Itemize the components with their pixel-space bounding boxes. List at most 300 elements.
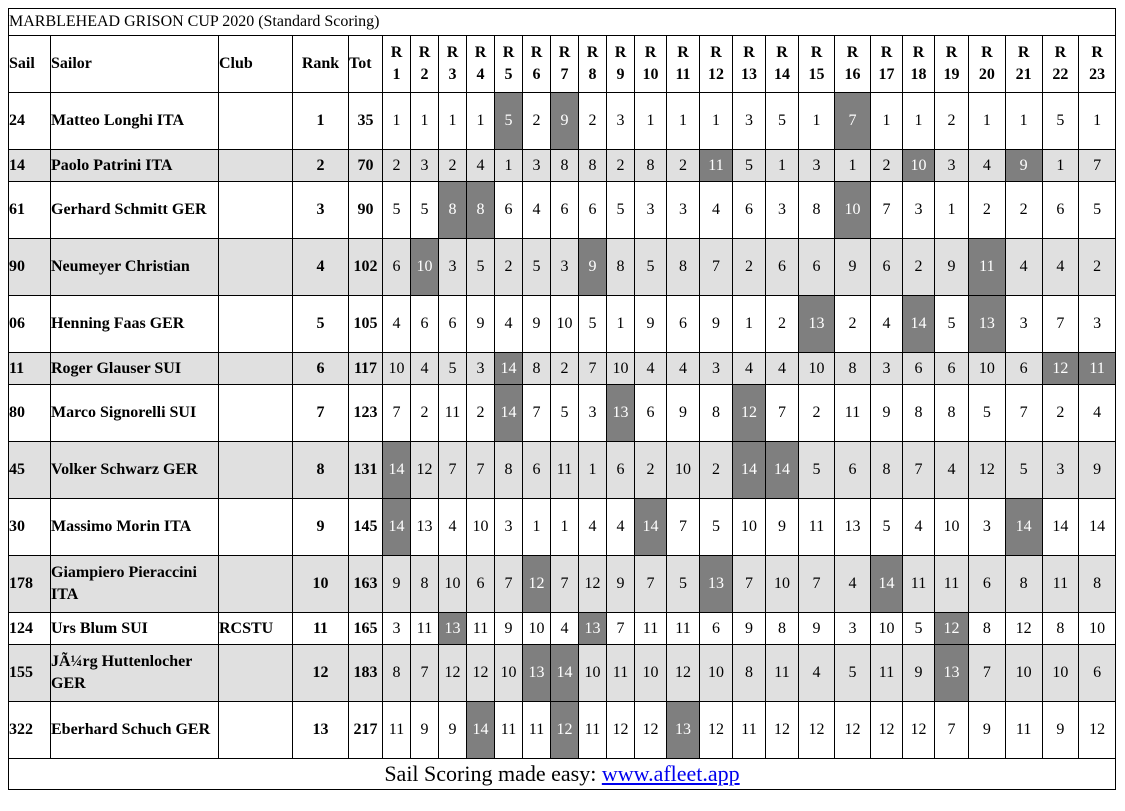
- race-score: 5: [935, 296, 969, 353]
- race-prefix: R: [1054, 44, 1067, 61]
- race-score: 1: [467, 93, 495, 150]
- sail-number: 322: [9, 702, 51, 759]
- race-score: 10: [467, 499, 495, 556]
- race-score: 1: [1042, 150, 1079, 182]
- race-score: 3: [969, 499, 1006, 556]
- race-score: 4: [969, 150, 1006, 182]
- race-score: 10: [551, 296, 579, 353]
- race-score: 7: [667, 499, 700, 556]
- table-row: [9, 556, 1116, 613]
- race-score: 1: [383, 93, 411, 150]
- rank: 10: [293, 556, 349, 613]
- race-score: 12: [439, 645, 467, 702]
- discarded-race-score: 13: [799, 296, 835, 353]
- race-score: 8: [1042, 613, 1079, 645]
- race-score: 2: [700, 442, 733, 499]
- race-score: 12: [1005, 613, 1042, 645]
- race-score: 4: [766, 353, 799, 385]
- table-row: [9, 239, 1116, 296]
- race-score: 6: [551, 182, 579, 239]
- club: [219, 385, 293, 442]
- race-score: 7: [495, 556, 523, 613]
- race-score: 5: [733, 150, 766, 182]
- race-score: 1: [667, 93, 700, 150]
- race-score: 10: [607, 353, 635, 385]
- race-score: 1: [635, 93, 667, 150]
- race-score: 8: [495, 442, 523, 499]
- race-score: 10: [1042, 645, 1079, 702]
- total: 183: [349, 645, 383, 702]
- race-score: 12: [607, 702, 635, 759]
- race-score: 2: [1042, 385, 1079, 442]
- discarded-race-score: 5: [495, 93, 523, 150]
- race-score: 12: [871, 702, 903, 759]
- race-score: 6: [835, 442, 871, 499]
- race-score: 1: [495, 150, 523, 182]
- race-score: 2: [871, 150, 903, 182]
- race-score: 9: [411, 702, 439, 759]
- race-prefix: R: [743, 44, 755, 61]
- race-score: 10: [1005, 645, 1042, 702]
- race-score: 3: [799, 150, 835, 182]
- race-score: 4: [383, 296, 411, 353]
- race-score: 9: [467, 296, 495, 353]
- race-prefix: R: [1091, 44, 1103, 61]
- race-score: 9: [1042, 702, 1079, 759]
- table-row: [9, 353, 1116, 385]
- race-score: 2: [439, 150, 467, 182]
- header-sailor: Sailor: [51, 36, 219, 93]
- race-score: 3: [523, 150, 551, 182]
- race-prefix: R: [474, 44, 487, 61]
- race-score: 5: [903, 613, 935, 645]
- race-score: 2: [495, 239, 523, 296]
- race-score: 11: [1042, 556, 1079, 613]
- header-race-12: [700, 36, 733, 93]
- header-race-4: [467, 36, 495, 93]
- race-score: 9: [935, 239, 969, 296]
- race-prefix: R: [677, 44, 689, 61]
- race-score: 10: [871, 613, 903, 645]
- race-score: 4: [635, 353, 667, 385]
- discarded-race-score: 13: [607, 385, 635, 442]
- discarded-race-score: 12: [1042, 353, 1079, 385]
- race-score: 4: [700, 182, 733, 239]
- race-score: 7: [766, 385, 799, 442]
- sail-number: 61: [9, 182, 51, 239]
- sail-number: 80: [9, 385, 51, 442]
- race-number: 8: [588, 66, 597, 83]
- race-score: 3: [871, 353, 903, 385]
- race-score: 4: [495, 296, 523, 353]
- rank: 6: [293, 353, 349, 385]
- race-score: 11: [1005, 702, 1042, 759]
- race-score: 6: [495, 182, 523, 239]
- race-number: 1: [392, 66, 401, 83]
- race-score: 10: [733, 499, 766, 556]
- club: [219, 645, 293, 702]
- rank: 4: [293, 239, 349, 296]
- race-score: 4: [733, 353, 766, 385]
- header-race-2: [411, 36, 439, 93]
- race-score: 7: [700, 239, 733, 296]
- header-race-23: [1079, 36, 1116, 93]
- race-score: 7: [383, 385, 411, 442]
- race-score: 11: [799, 499, 835, 556]
- total: 90: [349, 182, 383, 239]
- race-score: 4: [835, 556, 871, 613]
- race-prefix: R: [502, 44, 515, 61]
- race-score: 10: [969, 353, 1006, 385]
- discarded-race-score: 11: [1079, 353, 1116, 385]
- race-score: 11: [495, 702, 523, 759]
- race-score: 11: [523, 702, 551, 759]
- race-score: 7: [1005, 385, 1042, 442]
- race-score: 2: [551, 353, 579, 385]
- race-prefix: R: [446, 44, 459, 61]
- race-number: 20: [978, 66, 995, 83]
- race-score: 5: [551, 385, 579, 442]
- discarded-race-score: 14: [871, 556, 903, 613]
- race-score: 7: [733, 556, 766, 613]
- rank: 13: [293, 702, 349, 759]
- sailor-name: Gerhard Schmitt GER: [51, 182, 219, 239]
- header-race-19: [935, 36, 969, 93]
- race-score: 4: [1005, 239, 1042, 296]
- discarded-race-score: 9: [1005, 150, 1042, 182]
- race-score: 8: [1005, 556, 1042, 613]
- race-score: 1: [607, 296, 635, 353]
- race-score: 4: [467, 150, 495, 182]
- race-score: 7: [635, 556, 667, 613]
- race-score: 5: [635, 239, 667, 296]
- discarded-race-score: 14: [495, 385, 523, 442]
- race-score: 6: [439, 296, 467, 353]
- race-score: 9: [903, 645, 935, 702]
- header-race-17: [871, 36, 903, 93]
- header-race-20: [969, 36, 1006, 93]
- header-race-11: [667, 36, 700, 93]
- race-score: 12: [467, 645, 495, 702]
- race-number: 19: [943, 66, 960, 83]
- race-score: 4: [935, 442, 969, 499]
- race-prefix: R: [912, 44, 925, 61]
- race-score: 3: [411, 150, 439, 182]
- header-race-6: [523, 36, 551, 93]
- race-score: 3: [766, 182, 799, 239]
- sailor-name: Massimo Morin ITA: [51, 499, 219, 556]
- table-row: [9, 702, 1116, 759]
- sailor-name: JÃ¼rg Huttenlocher GER: [51, 645, 219, 702]
- discarded-race-score: 13: [523, 645, 551, 702]
- race-score: 11: [467, 613, 495, 645]
- total: 35: [349, 93, 383, 150]
- header-race-9: [607, 36, 635, 93]
- rank: 11: [293, 613, 349, 645]
- discarded-race-score: 8: [439, 182, 467, 239]
- race-number: 2: [420, 66, 429, 83]
- rank: 8: [293, 442, 349, 499]
- race-score: 3: [700, 353, 733, 385]
- race-score: 3: [935, 150, 969, 182]
- race-score: 4: [411, 353, 439, 385]
- race-prefix: R: [981, 44, 993, 61]
- race-score: 10: [700, 645, 733, 702]
- sailor-name: Neumeyer Christian: [51, 239, 219, 296]
- race-number: 17: [878, 66, 895, 83]
- race-score: 6: [1042, 182, 1079, 239]
- discarded-race-score: 10: [903, 150, 935, 182]
- race-score: 9: [1079, 442, 1116, 499]
- race-score: 12: [667, 645, 700, 702]
- race-score: 1: [439, 93, 467, 150]
- race-score: 1: [969, 93, 1006, 150]
- race-score: 10: [766, 556, 799, 613]
- discarded-race-score: 14: [903, 296, 935, 353]
- race-score: 4: [871, 296, 903, 353]
- race-score: 3: [551, 239, 579, 296]
- race-score: 8: [871, 442, 903, 499]
- total: 70: [349, 150, 383, 182]
- race-score: 7: [579, 353, 607, 385]
- discarded-race-score: 14: [383, 442, 411, 499]
- club: [219, 442, 293, 499]
- race-score: 11: [635, 613, 667, 645]
- race-prefix: R: [710, 44, 722, 61]
- race-score: 12: [799, 702, 835, 759]
- race-score: 6: [1005, 353, 1042, 385]
- race-score: 4: [903, 499, 935, 556]
- race-score: 4: [579, 499, 607, 556]
- total: 117: [349, 353, 383, 385]
- race-score: 6: [700, 613, 733, 645]
- race-prefix: R: [390, 44, 403, 61]
- race-score: 8: [835, 353, 871, 385]
- race-number: 10: [642, 66, 659, 83]
- race-score: 6: [635, 385, 667, 442]
- sail-number: 155: [9, 645, 51, 702]
- race-score: 2: [467, 385, 495, 442]
- race-score: 9: [635, 296, 667, 353]
- discarded-race-score: 14: [733, 442, 766, 499]
- table-row: [9, 93, 1116, 150]
- sailor-name: Eberhard Schuch GER: [51, 702, 219, 759]
- race-score: 3: [383, 613, 411, 645]
- race-score: 6: [411, 296, 439, 353]
- discarded-race-score: 14: [1005, 499, 1042, 556]
- club: [219, 150, 293, 182]
- footer: [9, 759, 1116, 790]
- race-score: 8: [903, 385, 935, 442]
- rank: 1: [293, 93, 349, 150]
- race-score: 12: [835, 702, 871, 759]
- race-score: 11: [766, 645, 799, 702]
- race-number: 9: [616, 66, 625, 83]
- race-score: 9: [667, 385, 700, 442]
- race-score: 8: [667, 239, 700, 296]
- race-score: 11: [579, 702, 607, 759]
- race-score: 4: [1079, 385, 1116, 442]
- race-score: 4: [607, 499, 635, 556]
- race-score: 2: [411, 385, 439, 442]
- race-score: 12: [411, 442, 439, 499]
- discarded-race-score: 9: [551, 93, 579, 150]
- race-score: 5: [383, 182, 411, 239]
- total: 131: [349, 442, 383, 499]
- total: 145: [349, 499, 383, 556]
- race-score: 5: [607, 182, 635, 239]
- race-score: 11: [383, 702, 411, 759]
- race-score: 2: [1005, 182, 1042, 239]
- race-score: 5: [411, 182, 439, 239]
- club: RCSTU: [219, 613, 293, 645]
- race-score: 3: [467, 353, 495, 385]
- race-score: 1: [523, 499, 551, 556]
- race-score: 1: [835, 150, 871, 182]
- race-score: 7: [799, 556, 835, 613]
- race-score: 5: [969, 385, 1006, 442]
- race-score: 6: [667, 296, 700, 353]
- race-number: 11: [675, 66, 691, 83]
- race-score: 3: [1042, 442, 1079, 499]
- club: [219, 296, 293, 353]
- race-score: 8: [411, 556, 439, 613]
- race-score: 10: [935, 499, 969, 556]
- race-score: 12: [1079, 702, 1116, 759]
- race-score: 9: [766, 499, 799, 556]
- sailor-name: Roger Glauser SUI: [51, 353, 219, 385]
- header-race-1: [383, 36, 411, 93]
- race-score: 1: [1005, 93, 1042, 150]
- race-prefix: R: [614, 44, 627, 61]
- table-row: [9, 645, 1116, 702]
- header-race-10: [635, 36, 667, 93]
- race-prefix: R: [776, 44, 788, 61]
- discarded-race-score: 13: [439, 613, 467, 645]
- race-score: 10: [439, 556, 467, 613]
- table-row: [9, 182, 1116, 239]
- rank: 12: [293, 645, 349, 702]
- total: 102: [349, 239, 383, 296]
- race-score: 11: [551, 442, 579, 499]
- race-prefix: R: [880, 44, 893, 61]
- header-race-14: [766, 36, 799, 93]
- discarded-race-score: 14: [551, 645, 579, 702]
- race-score: 14: [1042, 499, 1079, 556]
- race-score: 3: [495, 499, 523, 556]
- race-score: 12: [700, 702, 733, 759]
- discarded-race-score: 10: [411, 239, 439, 296]
- race-score: 2: [383, 150, 411, 182]
- rank: 5: [293, 296, 349, 353]
- discarded-race-score: 13: [969, 296, 1006, 353]
- race-number: 6: [532, 66, 541, 83]
- sail-number: 06: [9, 296, 51, 353]
- rank: 7: [293, 385, 349, 442]
- race-score: 2: [799, 385, 835, 442]
- race-score: 5: [835, 645, 871, 702]
- header-race-15: [799, 36, 835, 93]
- race-score: 6: [383, 239, 411, 296]
- race-score: 12: [903, 702, 935, 759]
- header-club: Club: [219, 36, 293, 93]
- rank: 9: [293, 499, 349, 556]
- discarded-race-score: 14: [383, 499, 411, 556]
- race-score: 1: [871, 93, 903, 150]
- sail-number: 14: [9, 150, 51, 182]
- sailor-name: Henning Faas GER: [51, 296, 219, 353]
- header-race-22: [1042, 36, 1079, 93]
- header-race-21: [1005, 36, 1042, 93]
- race-prefix: R: [418, 44, 431, 61]
- race-score: 9: [835, 239, 871, 296]
- race-score: 9: [495, 613, 523, 645]
- race-score: 7: [1042, 296, 1079, 353]
- race-score: 7: [871, 182, 903, 239]
- club: [219, 702, 293, 759]
- race-score: 10: [799, 353, 835, 385]
- race-score: 1: [579, 442, 607, 499]
- race-score: 11: [835, 385, 871, 442]
- race-score: 9: [969, 702, 1006, 759]
- race-score: 11: [439, 385, 467, 442]
- table-row: [9, 296, 1116, 353]
- header-race-7: [551, 36, 579, 93]
- sailor-name: Giampiero Pieraccini ITA: [51, 556, 219, 613]
- race-score: 1: [700, 93, 733, 150]
- race-score: 8: [579, 150, 607, 182]
- race-prefix: R: [558, 44, 571, 61]
- sail-number: 30: [9, 499, 51, 556]
- race-score: 7: [903, 442, 935, 499]
- sail-number: 178: [9, 556, 51, 613]
- discarded-race-score: 14: [766, 442, 799, 499]
- race-score: 10: [667, 442, 700, 499]
- race-score: 7: [439, 442, 467, 499]
- race-score: 7: [1079, 150, 1116, 182]
- race-score: 2: [523, 93, 551, 150]
- race-score: 10: [523, 613, 551, 645]
- sailor-name: Urs Blum SUI: [51, 613, 219, 645]
- sail-number: 45: [9, 442, 51, 499]
- afleet-link[interactable]: www.afleet.app: [601, 761, 740, 786]
- race-score: 5: [799, 442, 835, 499]
- race-score: 4: [439, 499, 467, 556]
- footer-text: Sail Scoring made easy:: [384, 761, 602, 786]
- race-score: 6: [733, 182, 766, 239]
- race-score: 8: [1079, 556, 1116, 613]
- race-score: 9: [700, 296, 733, 353]
- race-score: 8: [766, 613, 799, 645]
- race-score: 2: [733, 239, 766, 296]
- race-number: 5: [504, 66, 513, 83]
- race-score: 6: [766, 239, 799, 296]
- race-score: 9: [383, 556, 411, 613]
- race-score: 5: [523, 239, 551, 296]
- sailor-name: Paolo Patrini ITA: [51, 150, 219, 182]
- header-race-18: [903, 36, 935, 93]
- race-score: 5: [766, 93, 799, 150]
- race-number: 4: [476, 66, 485, 83]
- race-score: 2: [579, 93, 607, 150]
- header-race-3: [439, 36, 467, 93]
- race-number: 12: [708, 66, 724, 83]
- race-score: 3: [835, 613, 871, 645]
- club: [219, 499, 293, 556]
- discarded-race-score: 13: [700, 556, 733, 613]
- race-score: 8: [733, 645, 766, 702]
- race-score: 8: [523, 353, 551, 385]
